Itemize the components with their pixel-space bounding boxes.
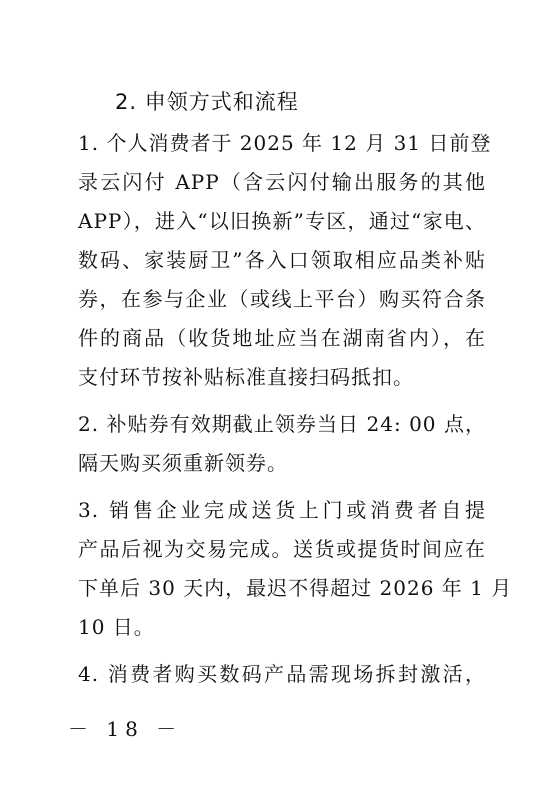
paragraph-line: 3. 销售企业完成送货上门或消费者自提 [78, 498, 486, 522]
paragraph-line: 2. 补贴券有效期截止领券当日 24: 00 点， [78, 412, 486, 436]
paragraph-line: 10 日。 [78, 615, 155, 639]
paragraph-line: 数码、家装厨卫”各入口领取相应品类补贴 [78, 248, 486, 272]
paragraph-line: 券，在参与企业（或线上平台）购买符合条 [78, 287, 486, 311]
paragraph-line: 隔天购买须重新领券。 [78, 451, 288, 475]
paragraph-1 [78, 124, 492, 397]
paragraph-line: 产品后视为交易完成。送货或提货时间应在 [78, 537, 486, 561]
paragraph-line: 1. 个人消费者于 2025 年 12 月 31 日前登 [78, 131, 492, 155]
paragraph-line: 件的商品（收货地址应当在湖南省内），在 [78, 326, 486, 350]
paragraph-line: 4. 消费者购买数码产品需现场拆封激活， [78, 662, 486, 686]
paragraph-4 [78, 655, 486, 694]
page-number: － 18 － [68, 717, 183, 741]
paragraph-line: 录云闪付 APP（含云闪付输出服务的其他 [78, 170, 486, 194]
paragraph-line: APP），进入“以旧换新”专区，通过“家电、 [78, 209, 486, 233]
paragraph-line: 支付环节按补贴标准直接扫码抵扣。 [78, 365, 414, 389]
paragraph-line: 下单后 30 天内，最迟不得超过 2026 年 1 月 [78, 576, 513, 600]
section-heading: 2. 申领方式和流程 [115, 90, 299, 114]
paragraph-2 [78, 405, 486, 483]
paragraph-3 [78, 491, 513, 647]
